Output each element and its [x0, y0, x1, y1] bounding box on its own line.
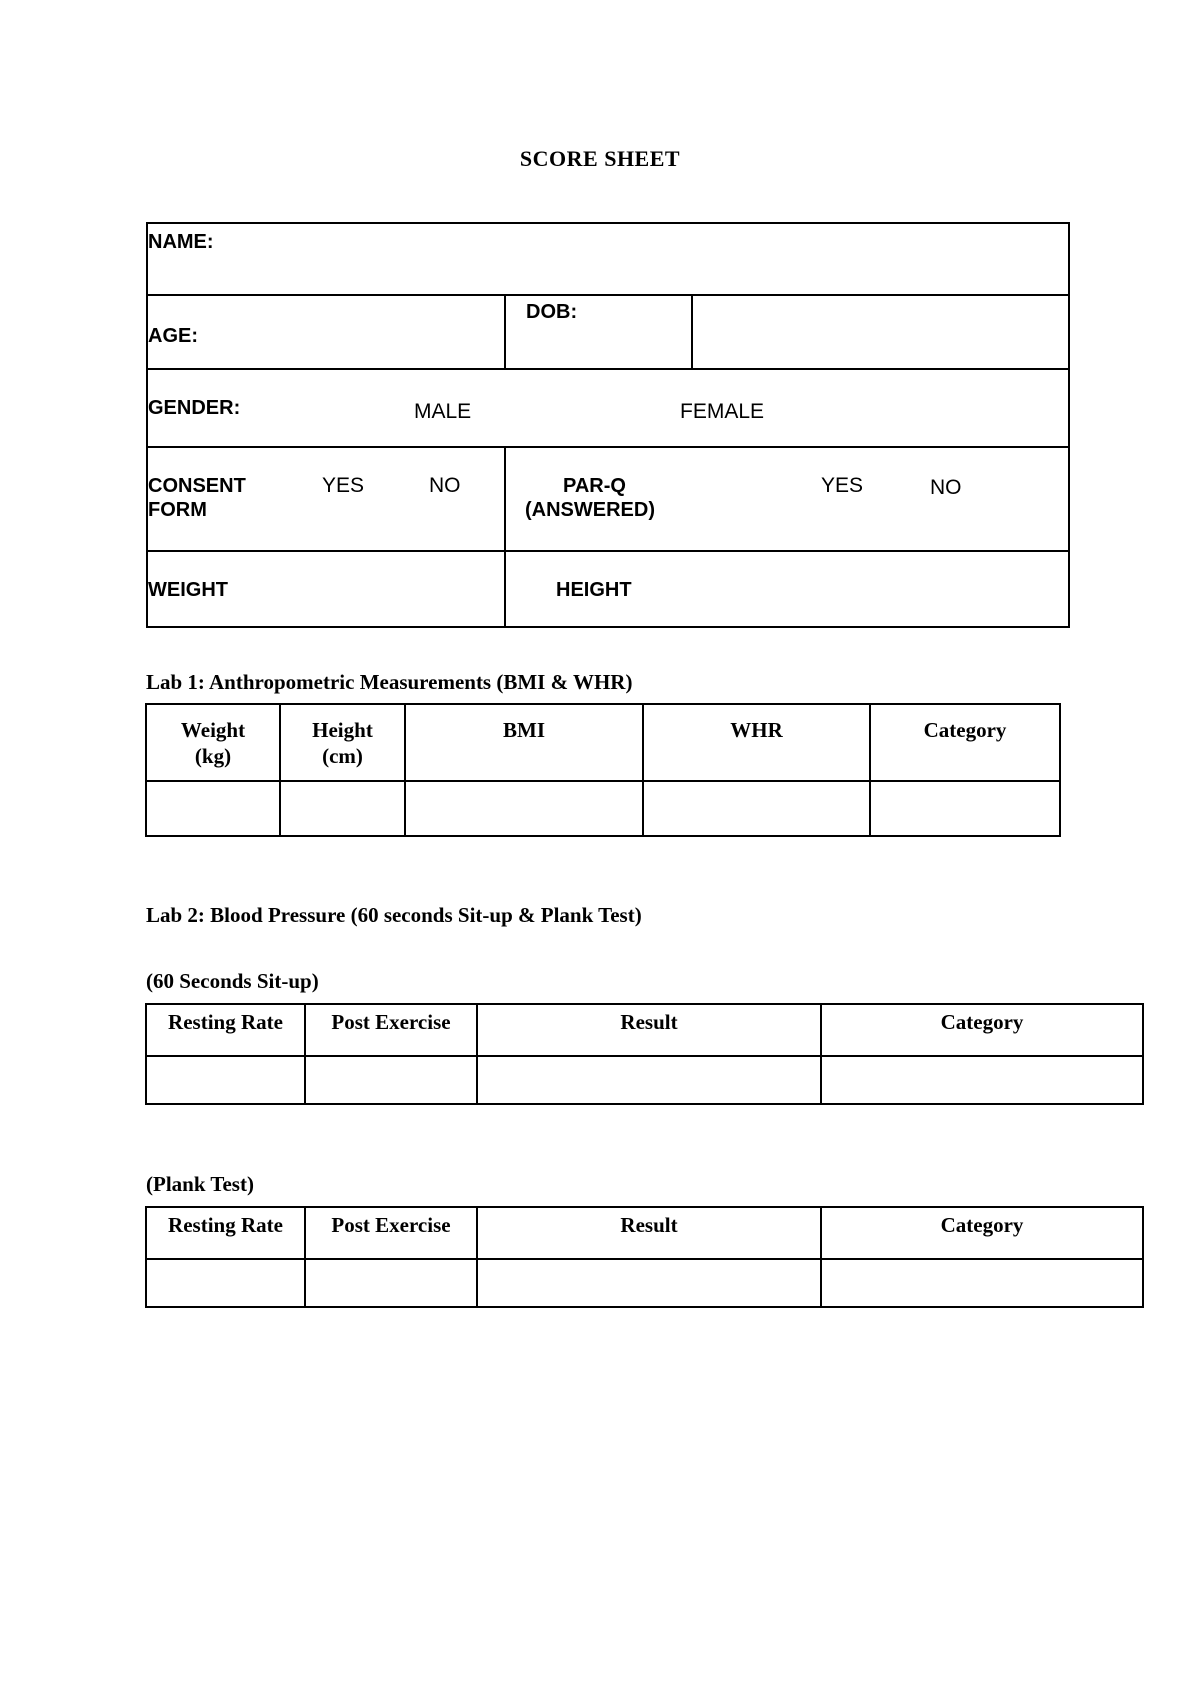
situp-heading: (60 Seconds Sit-up) [146, 969, 319, 993]
lab1-table [145, 703, 1061, 837]
plank-result-cell[interactable] [477, 1259, 821, 1307]
situp-table [145, 1003, 1144, 1105]
parq-label-line2: (ANSWERED) [525, 499, 655, 521]
lab1-category-cell[interactable] [870, 781, 1060, 836]
situp-header-post-exercise: Post Exercise [305, 1004, 477, 1056]
parq-label: PAR-Q [563, 475, 626, 497]
dob-label: DOB: [526, 301, 578, 323]
page-title: SCORE SHEET [519, 146, 681, 171]
lab1-height-cell[interactable] [280, 781, 405, 836]
lab1-bmi-cell[interactable] [405, 781, 643, 836]
consent-label-line2: FORM [148, 499, 207, 521]
divider [504, 295, 506, 369]
divider [148, 368, 1068, 370]
lab1-header-weight: Weight (kg) [146, 704, 280, 781]
name-label: NAME: [148, 231, 214, 253]
lab1-header-height: Height (cm) [280, 704, 405, 781]
consent-option-yes[interactable]: YES [322, 474, 365, 497]
situp-resting-rate-cell[interactable] [146, 1056, 305, 1104]
weight-label: WEIGHT [148, 579, 228, 601]
plank-header-resting-rate: Resting Rate [146, 1207, 305, 1259]
lab1-header-whr: WHR [643, 704, 870, 781]
lab1-header-category: Category [870, 704, 1060, 781]
personal-info-box [146, 222, 1070, 628]
situp-result-cell[interactable] [477, 1056, 821, 1104]
lab1-heading: Lab 1: Anthropometric Measurements (BMI & WHR) [146, 670, 633, 694]
situp-post-exercise-cell[interactable] [305, 1056, 477, 1104]
gender-label: GENDER: [148, 397, 241, 419]
gender-option-male[interactable]: MALE [414, 400, 472, 423]
plank-header-category: Category [821, 1207, 1143, 1259]
plank-header-post-exercise: Post Exercise [305, 1207, 477, 1259]
lab1-header-bmi: BMI [405, 704, 643, 781]
divider [691, 295, 693, 369]
age-label: AGE: [148, 325, 198, 347]
parq-option-yes[interactable]: YES [821, 474, 864, 497]
plank-resting-rate-cell[interactable] [146, 1259, 305, 1307]
height-label: HEIGHT [556, 579, 632, 601]
divider [148, 446, 1068, 448]
consent-label: CONSENT [148, 475, 246, 497]
situp-header-category: Category [821, 1004, 1143, 1056]
parq-option-no[interactable]: NO [930, 476, 962, 499]
plank-header-result: Result [477, 1207, 821, 1259]
lab2-heading: Lab 2: Blood Pressure (60 seconds Sit-up & Plank Test) [146, 903, 642, 927]
situp-header-result: Result [477, 1004, 821, 1056]
divider [504, 447, 506, 628]
plank-post-exercise-cell[interactable] [305, 1259, 477, 1307]
plank-heading: (Plank Test) [146, 1172, 254, 1196]
situp-category-cell[interactable] [821, 1056, 1143, 1104]
lab1-weight-cell[interactable] [146, 781, 280, 836]
plank-category-cell[interactable] [821, 1259, 1143, 1307]
divider [148, 294, 1068, 296]
situp-header-resting-rate: Resting Rate [146, 1004, 305, 1056]
plank-table [145, 1206, 1144, 1308]
gender-option-female[interactable]: FEMALE [680, 400, 765, 423]
divider [148, 550, 1068, 552]
lab1-whr-cell[interactable] [643, 781, 870, 836]
consent-option-no[interactable]: NO [429, 474, 461, 497]
